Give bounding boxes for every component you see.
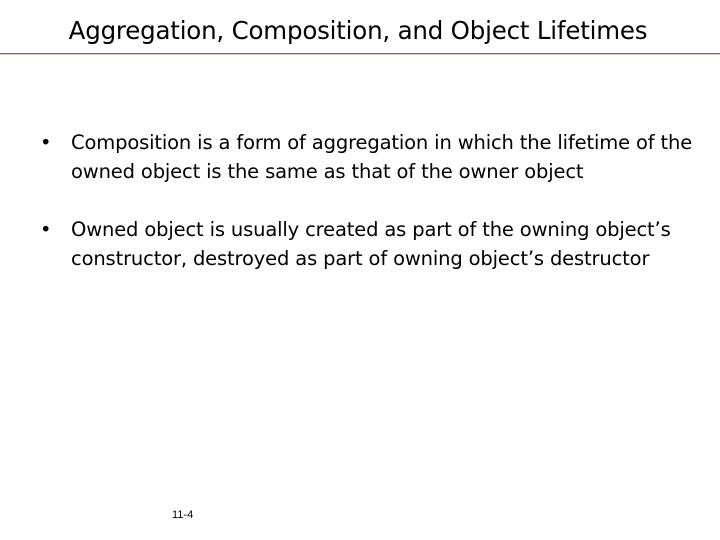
bullet-text: Composition is a form of aggregation in which the lifetime of the owned object is the same as that of the owner object xyxy=(71,131,693,183)
bullet-icon: • xyxy=(40,131,52,154)
bullet-item xyxy=(0,216,720,273)
bullet-text: Owned object is usually created as part of the owning object’s constructor, destroyed as part of owning object’s destructor xyxy=(71,218,671,270)
bullet-icon: • xyxy=(40,218,52,241)
bullet-list xyxy=(0,129,720,273)
slide-number: 11-4 xyxy=(172,509,194,521)
bullet-item xyxy=(0,129,720,186)
slide-title: Aggregation, Composition, and Object Lifetimes xyxy=(68,16,648,45)
title-divider-shadow xyxy=(0,54,720,55)
